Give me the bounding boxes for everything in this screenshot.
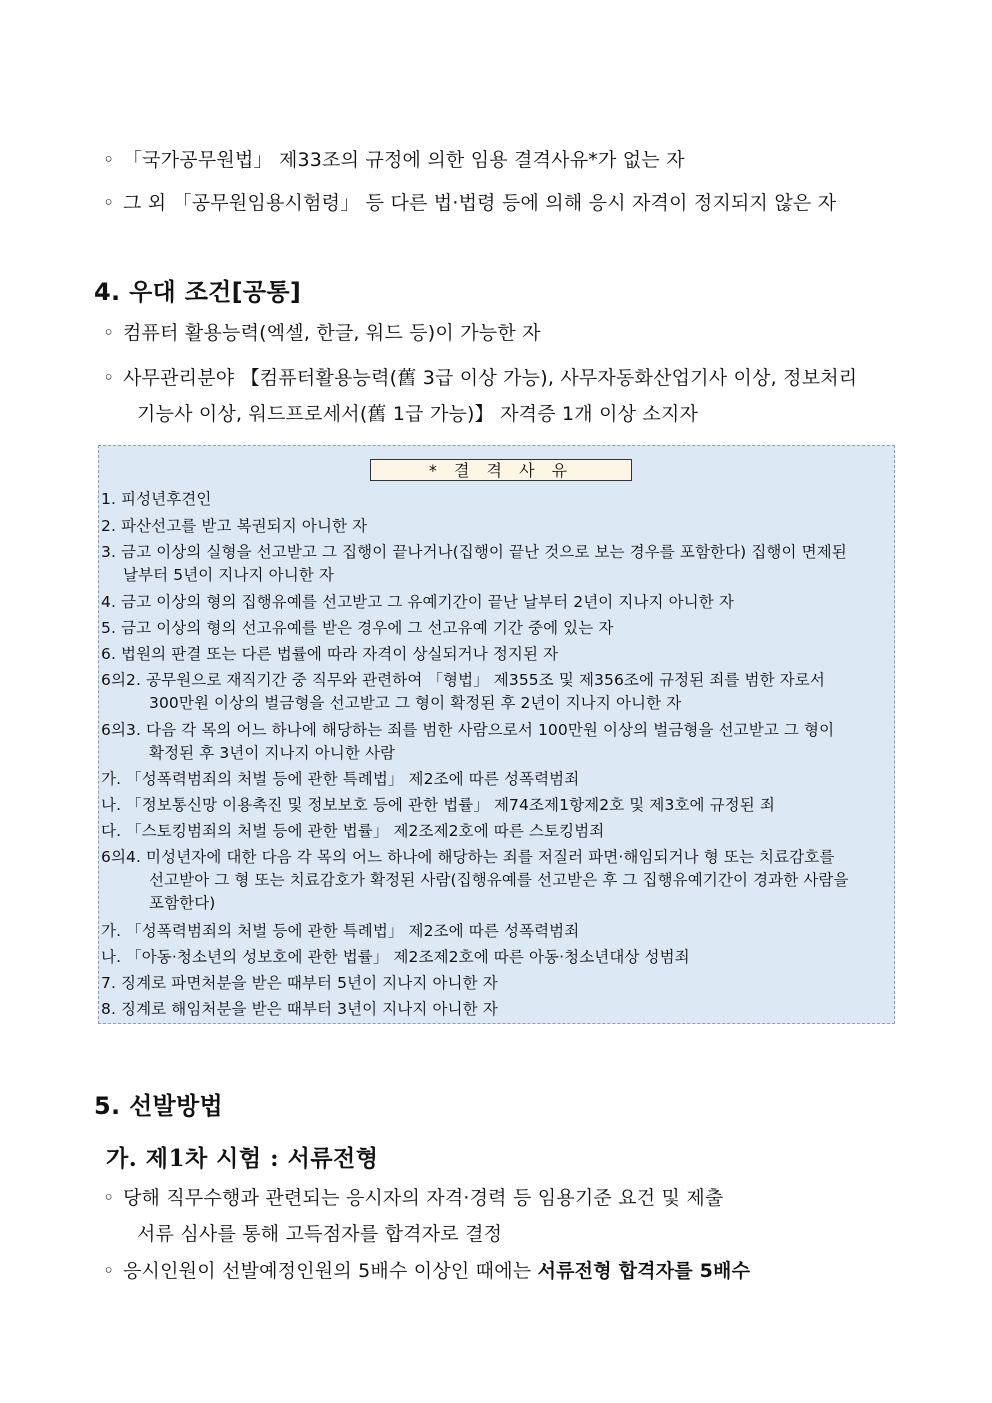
bullet-no-disqualification <box>103 143 898 177</box>
bullet-mark: ◦ <box>103 192 115 214</box>
bullet-computer-skills <box>103 316 898 350</box>
item-line: 2. 파산선고를 받고 복권되지 아니한 자 <box>101 517 368 535</box>
disqualification-item <box>101 794 894 817</box>
bullet-text-bold: 서류전형 합격자를 5배수 <box>537 1260 751 1282</box>
item-continuation: 300만원 이상의 벌금형을 선고받고 그 형이 확정된 후 2년이 지나지 아니한 자 <box>149 694 682 712</box>
bullet-text-line1: 당해 직무수행과 관련되는 응시자의 자격·경력 등 임용기준 요건 및 제출 <box>123 1187 724 1209</box>
disqualification-item <box>101 488 894 511</box>
item-line: 7. 징계로 파면처분을 받은 때부터 5년이 지나지 아니한 자 <box>101 974 498 992</box>
disqualification-item <box>101 768 894 791</box>
disqualification-item <box>101 820 894 843</box>
disqualification-title: * 결 격 사 유 <box>370 459 632 481</box>
disqualification-item <box>101 617 894 640</box>
section-4-heading: 4. 우대 조건[공통] <box>94 278 302 306</box>
item-line: 6의4. 미성년자에 대한 다음 각 목의 어느 하나에 해당하는 죄를 저질러 파면·해임되거나 형 또는 치료감호를 <box>101 848 835 866</box>
section-5-subheading: 가. 제1차 시험 : 서류전형 <box>106 1145 379 1172</box>
item-line: 6의3. 다음 각 목의 어느 하나에 해당하는 죄를 범한 사람으로서 100만원 이상의 벌금형을 선고받고 그 형이 <box>101 721 835 739</box>
bullet-text-line1: 사무관리분야 【컴퓨터활용능력(舊 3급 이상 가능), 사무자동화산업기사 이상, 정보처리 <box>123 367 858 389</box>
item-line: 6의2. 공무원으로 재직기간 중 직무와 관련하여 「형법」 제355조 및 제356조에 규정된 죄를 범한 자로서 <box>101 671 825 689</box>
item-line: 1. 피성년후견인 <box>101 490 212 508</box>
item-continuation: 확정된 후 3년이 지나지 아니한 사람 <box>149 744 396 762</box>
item-line: 나. 「아동·청소년의 성보호에 관한 법률」 제2조제2호에 따른 아동·청소년대상 성범죄 <box>101 948 690 966</box>
disqualification-item <box>101 946 894 969</box>
bullet-certificates <box>103 360 898 432</box>
item-line: 8. 징계로 해임처분을 받은 때부터 3년이 지나지 아니한 자 <box>101 1000 498 1018</box>
item-line: 4. 금고 이상의 형의 집행유예를 선고받고 그 유예기간이 끝난 날부터 2년이 지나지 아니한 자 <box>101 593 734 611</box>
bullet-five-times <box>103 1254 898 1288</box>
disqualification-box <box>98 445 895 1024</box>
bullet-text: 응시인원이 선발예정인원의 5배수 이상인 때에는 <box>123 1260 538 1282</box>
disqualification-item <box>101 669 894 715</box>
disqualification-item <box>101 846 894 915</box>
bullet-mark: ◦ <box>103 1187 115 1209</box>
item-continuation: 선고받아 그 형 또는 치료감호가 확정된 사람(집행유예를 선고받은 후 그 집행유예기간이 경과한 사람을 <box>149 871 849 889</box>
bullet-text: 그 외 「공무원임용시험령」 등 다른 법·법령 등에 의해 응시 자격이 정지되지 않은 자 <box>123 192 837 214</box>
bullet-mark: ◦ <box>103 322 115 344</box>
item-line: 다. 「스토킹범죄의 처벌 등에 관한 법률」 제2조제2호에 따른 스토킹범죄 <box>101 822 605 840</box>
bullet-text: 「국가공무원법」 제33조의 규정에 의한 임용 결격사유*가 없는 자 <box>123 149 685 171</box>
disqualification-item <box>101 643 894 666</box>
bullet-document-screening <box>103 1180 898 1252</box>
item-continuation: 포함한다) <box>149 894 216 912</box>
disqualification-item <box>101 515 894 538</box>
bullet-text-line2: 서류 심사를 통해 고득점자를 합격자로 결정 <box>137 1223 503 1245</box>
item-line: 나. 「정보통신망 이용촉진 및 정보보호 등에 관한 법률」 제74조제1항제2호 및 제3호에 규정된 죄 <box>101 796 775 814</box>
bullet-mark: ◦ <box>103 149 115 171</box>
item-line: 5. 금고 이상의 형의 선고유예를 받은 경우에 그 선고유예 기간 중에 있는 자 <box>101 619 614 637</box>
item-line: 3. 금고 이상의 실형을 선고받고 그 집행이 끝나거나(집행이 끝난 것으로 보는 경우를 포함한다) 집행이 면제된 <box>101 543 847 561</box>
disqualification-item <box>101 541 894 587</box>
bullet-mark: ◦ <box>103 1260 115 1282</box>
disqualification-item <box>101 998 894 1021</box>
section-5-heading: 5. 선발방법 <box>94 1092 224 1120</box>
bullet-text-line2: 기능사 이상, 워드프로세서(舊 1급 가능)】 자격증 1개 이상 소지자 <box>137 403 699 425</box>
bullet-mark: ◦ <box>103 367 115 389</box>
item-line: 가. 「성폭력범죄의 처벌 등에 관한 특례법」 제2조에 따른 성폭력범죄 <box>101 922 580 940</box>
item-line: 가. 「성폭력범죄의 처벌 등에 관한 특례법」 제2조에 따른 성폭력범죄 <box>101 770 580 788</box>
disqualification-item <box>101 920 894 943</box>
item-continuation: 날부터 5년이 지나지 아니한 자 <box>123 566 334 584</box>
bullet-text: 컴퓨터 활용능력(엑셀, 한글, 워드 등)이 가능한 자 <box>123 322 541 344</box>
bullet-no-suspension <box>103 186 898 220</box>
item-line: 6. 법원의 판결 또는 다른 법률에 따라 자격이 상실되거나 정지된 자 <box>101 645 559 663</box>
disqualification-item <box>101 719 894 765</box>
disqualification-item <box>101 591 894 614</box>
disqualification-item <box>101 972 894 995</box>
